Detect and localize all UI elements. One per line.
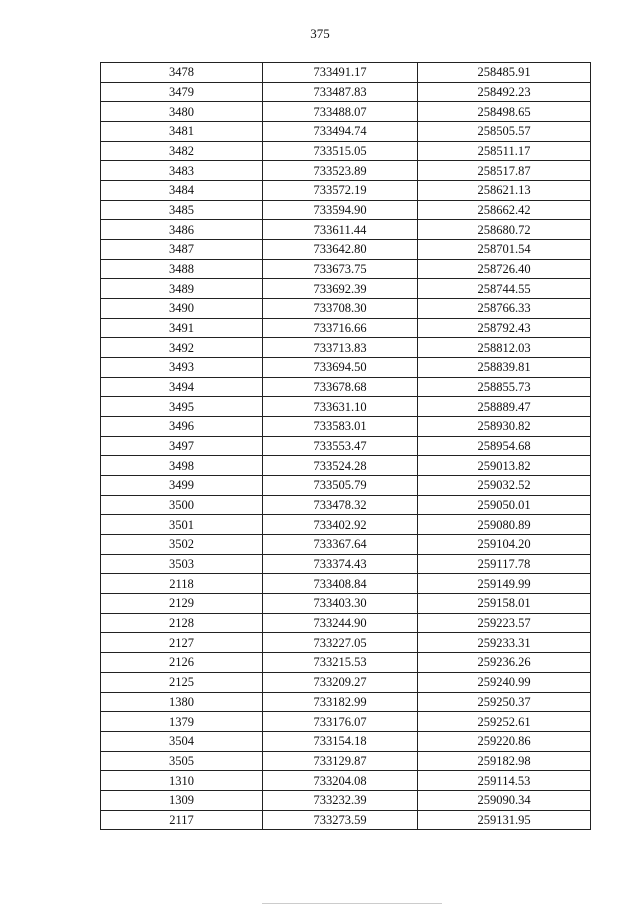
x-coordinate-cell: 733204.08 (263, 771, 418, 791)
y-coordinate-cell: 258954.68 (418, 436, 591, 456)
y-coordinate-cell: 258662.42 (418, 200, 591, 220)
x-coordinate-cell: 733244.90 (263, 613, 418, 633)
table-row (101, 318, 591, 338)
x-coordinate-cell: 733524.28 (263, 456, 418, 476)
point-number-cell: 3490 (101, 299, 263, 319)
table-row (101, 751, 591, 771)
page-number: 375 (310, 26, 330, 41)
point-number-cell: 3489 (101, 279, 263, 299)
coordinates-table (100, 62, 591, 830)
point-number-cell: 3479 (101, 82, 263, 102)
point-number-cell: 3483 (101, 161, 263, 181)
x-coordinate-cell: 733611.44 (263, 220, 418, 240)
x-coordinate-cell: 733692.39 (263, 279, 418, 299)
y-coordinate-cell: 259220.86 (418, 731, 591, 751)
table-row (101, 417, 591, 437)
table-row (101, 102, 591, 122)
point-number-cell: 3500 (101, 495, 263, 515)
y-coordinate-cell: 259131.95 (418, 810, 591, 830)
point-number-cell: 3501 (101, 515, 263, 535)
point-number-cell: 3499 (101, 476, 263, 496)
y-coordinate-cell: 258792.43 (418, 318, 591, 338)
table-row (101, 731, 591, 751)
table-row (101, 771, 591, 791)
point-number-cell: 2128 (101, 613, 263, 633)
table-row (101, 515, 591, 535)
x-coordinate-cell: 733631.10 (263, 397, 418, 417)
x-coordinate-cell: 733515.05 (263, 141, 418, 161)
y-coordinate-cell: 258855.73 (418, 377, 591, 397)
table-row (101, 240, 591, 260)
table-row (101, 436, 591, 456)
x-coordinate-cell: 733367.64 (263, 535, 418, 555)
y-coordinate-cell: 259240.99 (418, 672, 591, 692)
point-number-cell: 2127 (101, 633, 263, 653)
x-coordinate-cell: 733478.32 (263, 495, 418, 515)
table-row (101, 397, 591, 417)
y-coordinate-cell: 258680.72 (418, 220, 591, 240)
y-coordinate-cell: 258621.13 (418, 181, 591, 201)
y-coordinate-cell: 258766.33 (418, 299, 591, 319)
y-coordinate-cell: 259182.98 (418, 751, 591, 771)
y-coordinate-cell: 258517.87 (418, 161, 591, 181)
y-coordinate-cell: 259158.01 (418, 594, 591, 614)
x-coordinate-cell: 733523.89 (263, 161, 418, 181)
table-row (101, 574, 591, 594)
point-number-cell: 3482 (101, 141, 263, 161)
point-number-cell: 3488 (101, 259, 263, 279)
point-number-cell: 3504 (101, 731, 263, 751)
table-row (101, 810, 591, 830)
point-number-cell: 2129 (101, 594, 263, 614)
x-coordinate-cell: 733129.87 (263, 751, 418, 771)
point-number-cell: 3485 (101, 200, 263, 220)
point-number-cell: 3487 (101, 240, 263, 260)
y-coordinate-cell: 258726.40 (418, 259, 591, 279)
point-number-cell: 3496 (101, 417, 263, 437)
y-coordinate-cell: 259223.57 (418, 613, 591, 633)
table-row (101, 299, 591, 319)
table-row (101, 554, 591, 574)
x-coordinate-cell: 733154.18 (263, 731, 418, 751)
x-coordinate-cell: 733215.53 (263, 653, 418, 673)
point-number-cell: 3502 (101, 535, 263, 555)
table-row (101, 535, 591, 555)
table-row (101, 220, 591, 240)
table-row (101, 82, 591, 102)
table-row (101, 377, 591, 397)
y-coordinate-cell: 258930.82 (418, 417, 591, 437)
table-row (101, 692, 591, 712)
y-coordinate-cell: 258485.91 (418, 63, 591, 83)
y-coordinate-cell: 259090.34 (418, 790, 591, 810)
point-number-cell: 1309 (101, 790, 263, 810)
x-coordinate-cell: 733594.90 (263, 200, 418, 220)
point-number-cell: 3503 (101, 554, 263, 574)
table-row (101, 456, 591, 476)
x-coordinate-cell: 733505.79 (263, 476, 418, 496)
table-row (101, 633, 591, 653)
point-number-cell: 3478 (101, 63, 263, 83)
y-coordinate-cell: 258812.03 (418, 338, 591, 358)
table-row (101, 141, 591, 161)
y-coordinate-cell: 258839.81 (418, 358, 591, 378)
x-coordinate-cell: 733583.01 (263, 417, 418, 437)
table-row (101, 594, 591, 614)
x-coordinate-cell: 733487.83 (263, 82, 418, 102)
y-coordinate-cell: 259250.37 (418, 692, 591, 712)
x-coordinate-cell: 733488.07 (263, 102, 418, 122)
table-row (101, 476, 591, 496)
point-number-cell: 1379 (101, 712, 263, 732)
x-coordinate-cell: 733553.47 (263, 436, 418, 456)
point-number-cell: 3505 (101, 751, 263, 771)
y-coordinate-cell: 259013.82 (418, 456, 591, 476)
y-coordinate-cell: 258744.55 (418, 279, 591, 299)
point-number-cell: 3481 (101, 122, 263, 142)
x-coordinate-cell: 733232.39 (263, 790, 418, 810)
y-coordinate-cell: 259050.01 (418, 495, 591, 515)
coordinates-table-body (101, 63, 591, 830)
point-number-cell: 1380 (101, 692, 263, 712)
table-row (101, 712, 591, 732)
point-number-cell: 2118 (101, 574, 263, 594)
y-coordinate-cell: 259236.26 (418, 653, 591, 673)
x-coordinate-cell: 733182.99 (263, 692, 418, 712)
point-number-cell: 3495 (101, 397, 263, 417)
point-number-cell: 2126 (101, 653, 263, 673)
table-row (101, 259, 591, 279)
point-number-cell: 3486 (101, 220, 263, 240)
x-coordinate-cell: 733678.68 (263, 377, 418, 397)
y-coordinate-cell: 258889.47 (418, 397, 591, 417)
point-number-cell: 3498 (101, 456, 263, 476)
point-number-cell: 3493 (101, 358, 263, 378)
y-coordinate-cell: 259233.31 (418, 633, 591, 653)
table-row (101, 63, 591, 83)
table-row (101, 790, 591, 810)
table-row (101, 279, 591, 299)
x-coordinate-cell: 733491.17 (263, 63, 418, 83)
y-coordinate-cell: 258498.65 (418, 102, 591, 122)
table-row (101, 181, 591, 201)
point-number-cell: 2125 (101, 672, 263, 692)
y-coordinate-cell: 259252.61 (418, 712, 591, 732)
y-coordinate-cell: 259104.20 (418, 535, 591, 555)
x-coordinate-cell: 733673.75 (263, 259, 418, 279)
table-row (101, 358, 591, 378)
y-coordinate-cell: 259149.99 (418, 574, 591, 594)
table-row (101, 613, 591, 633)
x-coordinate-cell: 733694.50 (263, 358, 418, 378)
point-number-cell: 3484 (101, 181, 263, 201)
x-coordinate-cell: 733708.30 (263, 299, 418, 319)
point-number-cell: 3480 (101, 102, 263, 122)
y-coordinate-cell: 259032.52 (418, 476, 591, 496)
bottom-rule (262, 903, 442, 904)
point-number-cell: 1310 (101, 771, 263, 791)
table-row (101, 200, 591, 220)
point-number-cell: 3497 (101, 436, 263, 456)
x-coordinate-cell: 733716.66 (263, 318, 418, 338)
x-coordinate-cell: 733713.83 (263, 338, 418, 358)
x-coordinate-cell: 733374.43 (263, 554, 418, 574)
y-coordinate-cell: 259114.53 (418, 771, 591, 791)
table-row (101, 338, 591, 358)
x-coordinate-cell: 733273.59 (263, 810, 418, 830)
x-coordinate-cell: 733494.74 (263, 122, 418, 142)
y-coordinate-cell: 258492.23 (418, 82, 591, 102)
point-number-cell: 3494 (101, 377, 263, 397)
table-row (101, 653, 591, 673)
x-coordinate-cell: 733176.07 (263, 712, 418, 732)
table-row (101, 161, 591, 181)
y-coordinate-cell: 258505.57 (418, 122, 591, 142)
x-coordinate-cell: 733408.84 (263, 574, 418, 594)
x-coordinate-cell: 733642.80 (263, 240, 418, 260)
point-number-cell: 3492 (101, 338, 263, 358)
point-number-cell: 2117 (101, 810, 263, 830)
x-coordinate-cell: 733227.05 (263, 633, 418, 653)
y-coordinate-cell: 259080.89 (418, 515, 591, 535)
table-row (101, 672, 591, 692)
x-coordinate-cell: 733403.30 (263, 594, 418, 614)
y-coordinate-cell: 259117.78 (418, 554, 591, 574)
table-row (101, 495, 591, 515)
y-coordinate-cell: 258511.17 (418, 141, 591, 161)
table-row (101, 122, 591, 142)
y-coordinate-cell: 258701.54 (418, 240, 591, 260)
x-coordinate-cell: 733209.27 (263, 672, 418, 692)
point-number-cell: 3491 (101, 318, 263, 338)
x-coordinate-cell: 733572.19 (263, 181, 418, 201)
x-coordinate-cell: 733402.92 (263, 515, 418, 535)
